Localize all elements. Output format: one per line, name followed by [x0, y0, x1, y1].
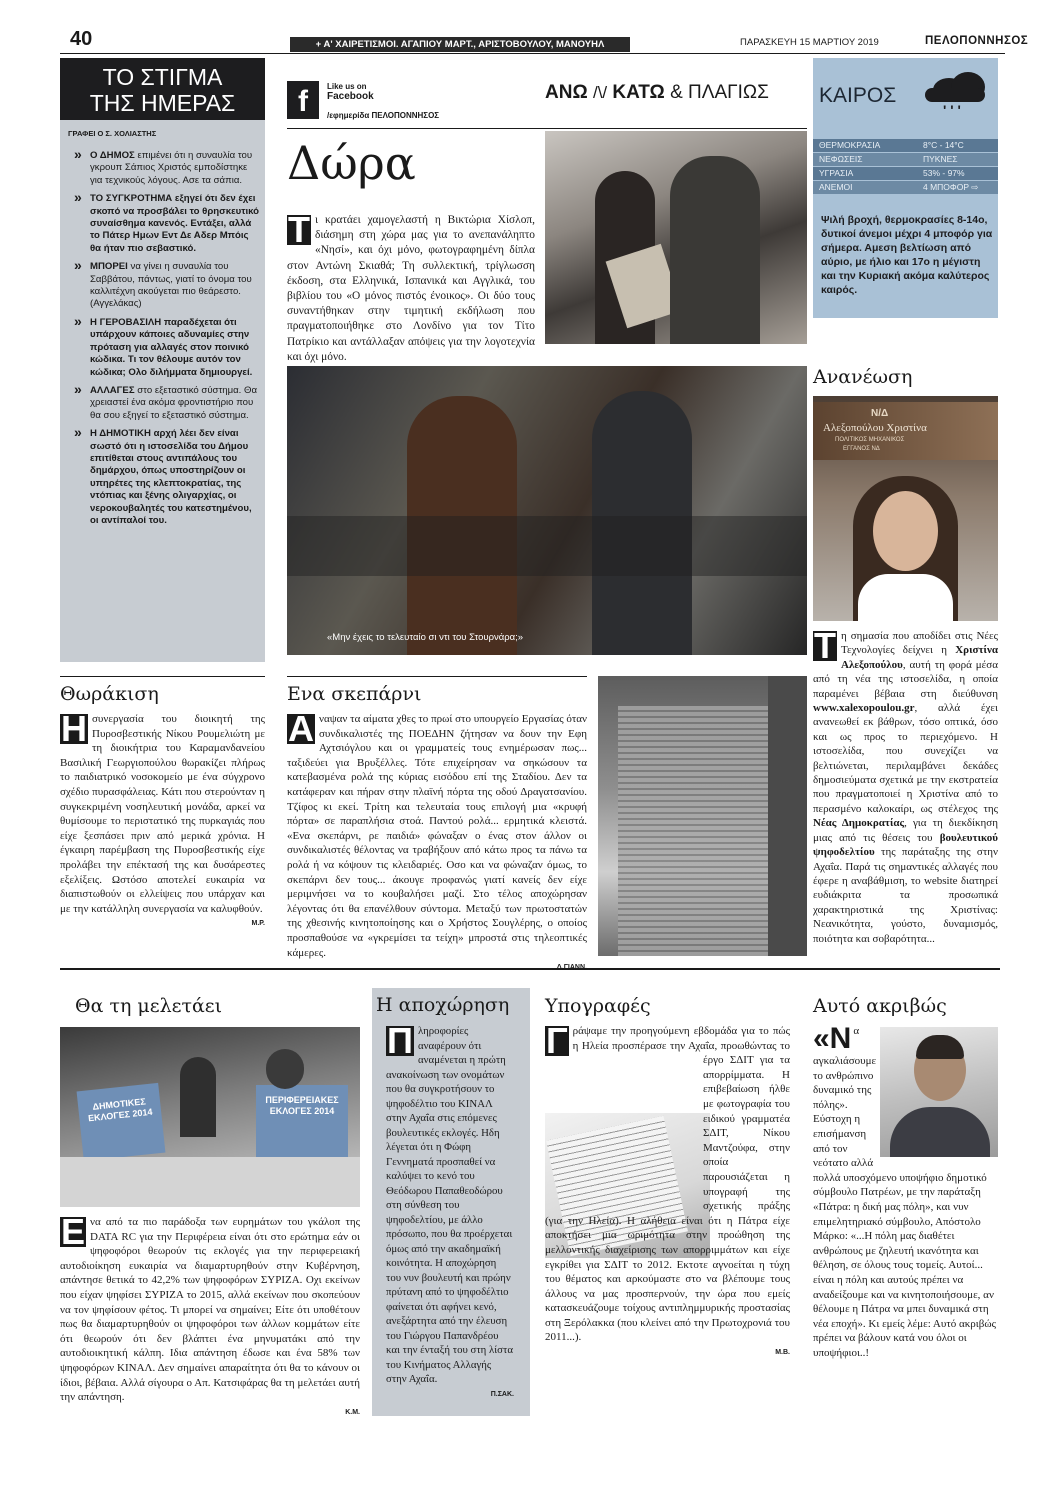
stigma-item-text: στο εξεταστικό σύστημα. Θα χρειαστεί ένα ακόμα φροντιστήριο που θα σου εξηγεί το εξεταστικό σύστημα. [90, 384, 258, 421]
ananeosi-website-link[interactable]: www.xalexopoulou.gr [813, 702, 915, 715]
name-day-strip: + Α' ΧΑΙΡΕΤΙΣΜΟΙ. ΑΓΑΠΙΟΥ ΜΑΡΤ., ΑΡΙΣΤΟΒΟΥΛΟΥ, ΜΑΝΟΥΗΛ [290, 37, 630, 52]
stigma-byline: ΓΡΑΦΕΙ Ο Σ. ΧΟΛΙΑΣΤΗΣ [68, 129, 157, 138]
double-arrow-icon: » [74, 189, 82, 206]
banner-sub2: ΕΓΓΑΝΟΣ ΝΔ [843, 446, 880, 452]
thorakisi-rule [60, 676, 265, 677]
skeparni-dropcap: Α [288, 708, 314, 749]
ananeosi-dropcap: Τ [814, 625, 836, 666]
weather-row [813, 153, 998, 166]
weather-row-label: ΘΕΡΜΟΚΡΑΣΙΑ [819, 140, 881, 150]
stigma-item-text: παραδέχεται ότι υπάρχουν κάποιες αδυναμίες στην πρόταση για αλλαγές στον ποινικό κώδικα. Τι τον θέλουμε αυτόν τον κώδικα; Ολο διλήμματα δημιουργεί. [90, 316, 253, 378]
weather-row [813, 181, 998, 194]
meletaei-signature: Κ.Μ. [345, 1408, 360, 1416]
weather-row-value: 53% - 97% [923, 168, 965, 178]
stigma-title-line2: ΤΗΣ ΗΜΕΡΑΣ [89, 90, 236, 116]
ano-kato-header [545, 82, 795, 104]
parliament-photo [287, 366, 807, 655]
stigma-title-line1: ΤΟ ΣΤΙΓΜΑ [102, 64, 223, 90]
weather-row-value: 4 ΜΠΟΦΟΡ ⇨ [923, 182, 979, 192]
person-left [180, 1057, 216, 1137]
dora-body: ι κρατάει χαμογελαστή η Βικτώρια Χίσλοπ, διάσημη στη χώρα μας για το ανεπανάληπτο «Νησί», και όχι μόνο, φωτογραφημένη δίπλα στον Αντώνη Σκιαθά; Τη συλλεκτική, τρίγλωσση έκδοση, στα Ελληνικά, Ισπανικά και Αγγλικά, του βιβλίου του «Ο μόνος πιστός ένοικος». Οι δύο τους συναντήθηκαν στην τιμητική εκδήλωση που πραγματοποιήθηκε στο Λονδίνο για τον Τίτο Πατρίκιο και αντάλλαξαν απόψεις για την λογοτεχνία και όχι μόνο. [287, 214, 535, 363]
banner-sub: ΠΟΛΙΤΙΚΟΣ ΜΗΧΑΝΙΚΟΣ [835, 437, 905, 443]
double-arrow-icon: » [74, 312, 82, 329]
apoxorisi-dropcap: Π [387, 1020, 413, 1061]
stigma-item [74, 424, 262, 527]
thorakisi-title: Θωράκιση [60, 683, 159, 705]
ananeosi-photo [813, 396, 998, 621]
ano-label: ΑΝΩ [545, 82, 588, 103]
akrivos-body: α αγκαλιάσουμε το ανθρώπινο δυναμικό της πόλης». Εύστοχη η επισήμανση από τον νεότατο αλλά πολλά υποσχόμενο υποψήφιο δημοτικό σύμβουλο Πατρέων, με την παράταξη «Πάτρα: η δική μας πόλη», και νυν επιμελητηριακό σύμβουλο, Απόστολο Μάρκο: «...Η πόλη μας διαθέτει ανθρώπους με ζηλευτή ικανότητα και θέληση, σε όλους τους τομείς. Αυτοί... είναι η πόλη και αυτούς πρέπει να αναδείξουμε και να κινητοποιήσουμε, αν θέλουμε η Πάτρα να μπει δυναμικά στη νέα εποχή». Κι εμείς λέμε: Αυτό ακριβώς πρέπει να βάλουν κατά νου όλοι οι υποψήφιοι..! [813, 1025, 996, 1359]
facebook-promo[interactable] [287, 78, 497, 126]
thorakisi-dropcap: Η [61, 708, 87, 749]
up-down-arrow-icon: /\/ [592, 83, 608, 102]
ananeosi-text-c: , αυτή τη φορά μέσα από τη νέα της ιστοσελίδα, η οποία παραμένει βέβαια στη διεύθυνση [813, 658, 998, 700]
stigma-item [74, 189, 262, 255]
meletaei-dropcap: Ε [61, 1211, 86, 1252]
nd-logo-icon: Ν/Δ [871, 408, 889, 419]
page-header [60, 28, 1029, 54]
facebook-line1: Like us on [327, 82, 367, 91]
bottom-row-rule [60, 968, 1000, 970]
dora-dropcap: Τ [288, 209, 310, 250]
stigma-item-lead: Ο ΔΗΜΟΣ [90, 150, 135, 161]
meletaei-title: Θα τη μελετάει [75, 995, 223, 1017]
stigma-items [74, 146, 262, 533]
weather-row-label: ΝΕΦΩΣΕΙΣ [819, 154, 863, 164]
weather-title: ΚΑΙΡΟΣ [819, 84, 897, 107]
ananeosi-article [813, 625, 998, 946]
double-arrow-icon: » [74, 146, 82, 162]
stigma-item-text: επιμένει ότι η συναυλία του γκρουπ Σάπιος Χριστός εμποδίστηκε για τεχνικούς λόγους. Ασε τα σάπια. [90, 150, 253, 186]
dora-title: Δώρα [287, 136, 416, 190]
ypografes-body: ράψαμε την προηγούμενη εβδομάδα για το πώς η Ηλεία προσπέρασε την Αχαΐα, προωθώντας το έργο ΣΔΙΤ για τα απορρίμματα. Η επιβεβαίωση ήλθε με φωτογραφία του ειδικού γραμματέα ΣΔΙΤ, Νίκου Μαντζούφα, στην οποία παρουσιάζεται η υπογραφή της σχετικής πράξης (για την Ηλεία). Η αλήθεια είναι ότι η Πάτρα είχε αποκτήσει μια ωριμότητα στην προώθηση της μελλοντικής διαχείρισης των απορριμμάτων και είχε εγκρίθει για ΣΔΙΤ το 2012. Εκτοτε αγνοείται η τύχη του θέματος και αρκούμαστε στο να βλέπουμε τους άλλους να μας προσπερνούν, την ώρα που εμείς κατασκευάζουμε τοίχους αντιπλημμυρικής προστασίας στη Ξερόλακκα (που κλείνει από την Πρωτοχρονιά του 2011...). [545, 1025, 790, 1344]
akrivos-quote-mark: «Ν [813, 1022, 852, 1055]
ananeosi-text-h: βουλευτικού ψηφοδελτίου [813, 831, 998, 859]
portrait-top [858, 574, 953, 621]
stigma-item-text: αρχή λέει δεν είναι σωστό ότι η ιστοσελίδα του Δήμου επιτίθεται στους αντιπάλους του δημάρχου, όπως υποστηρίζουν οι υπηρέτες της κλεπτοκρατίας, της ντόπιας και ξένης ολιγαρχίας, οι νεροκουβαλητές του κατεστημένου, οι αντίπαλοί του. [90, 428, 252, 526]
apoxorisi-box [372, 988, 530, 1416]
ypografes-article [545, 1020, 790, 1361]
dora-photo [545, 131, 807, 344]
skeparni-article [287, 708, 587, 976]
banner-left-text: ΔΗΜΟΤΙΚΕΣ ΕΚΛΟΓΕΣ 2014 [87, 1096, 153, 1124]
weather-row-value: ΠΥΚΝΕΣ [923, 154, 958, 164]
facebook-line3: /εφημερίδα ΠΕΛΟΠΟΝΝΗΣΟΣ [327, 111, 440, 120]
ananeosi-title: Ανανέωση [813, 366, 913, 388]
double-arrow-icon: » [74, 257, 82, 274]
stigma-item-lead: Η ΔΗΜΟΤΙΚΗ [90, 428, 151, 440]
shutter-slats [618, 706, 768, 956]
cloud-rain-icon: ' ' ' [921, 70, 991, 122]
apoxorisi-article [386, 1020, 514, 1402]
akrivos-title: Αυτό ακριβώς [813, 995, 947, 1017]
skeparni-rule [287, 676, 587, 677]
thorakisi-article [60, 708, 265, 932]
stigma-item [74, 312, 262, 379]
page-number: 40 [70, 28, 93, 50]
stigma-item-text: εξηγεί ότι δεν έχει σκοπό να προσβάλει το θρησκευτικό συναίσθημα κανενός. Εντάξει, αλλά το Πάτερ Ημων Εντ Δε Αδερ Μπόις θα ήταν πιο σεβαστικό. [90, 193, 260, 254]
ananeosi-text-f: Νέας Δημοκρατίας [813, 817, 905, 830]
plagios-label: & ΠΛΑΓΙΩΣ [670, 82, 769, 103]
ananeosi-text-e: , αλλά έχει ανανεωθεί εκ βάθρων, τόσο οπτικά, όσο και ως προς το περιεχόμενο. Η ιστοσελίδα, που συνεχίζει να βελτιώνεται, περιλαμβάνει δεκάδες δημοσιεύματα σχετικά με την εκστρατεία που πραγματοποιεί η Χριστίνα από το περασμένο καλοκαίρι, ως στέλεχος της [813, 702, 998, 815]
stigma-item-lead: ΜΠΟΡΕΙ [90, 261, 128, 273]
apoxorisi-signature: Π.ΣΑΚ. [490, 1390, 514, 1398]
ananeosi-text-i: της παράταξης της στην Αχαΐα. Παρά τις σημαντικές αλλαγές που έφερε η αναβάθμιση, το website διατηρεί ευδιάκριτα τα προσωπικά χαρακτηριστικά της Χριστίνας: Νεανικότητα, γούστο, δυναμισμός, ποιότητα και σοβαρότητα... [813, 846, 998, 945]
man-figure [670, 156, 760, 344]
facebook-icon: f [287, 81, 319, 119]
apoxorisi-body: ληροφορίες αναφέρουν ότι αναμένεται η πρώτη ανακοίνωση των ονομάτων που θα συγκροτήσουν το ψηφοδέλτιο του ΚΙΝΑΛ στην Αχαΐα στις επόμενες βουλευτικές εκλογές. Ηδη λέγεται ότι η Φώφη Γεννηματά προσπαθεί να καλύψει το κενό του Θεόδωρου Παπαθεοδώρου στη σύνθεση του ψηφοδελτίου, με άλλο πρόσωπο, που θα προέρχεται όμως από την ακαδημαϊκή κοινότητα. Η αποχώρηση του νυν βουλευτή και πρώην πρύτανη από το ψηφοδέλτιο φαίνεται ότι αφήνει κενό, ανεξάρτητα από την έλευση του Γιώργου Παπανδρέου και την ένταξή του στη λίστα του Κινήματος Αλλαγής στην Αχαΐα. [386, 1025, 513, 1385]
ballot-photo [60, 1027, 360, 1207]
skeparni-body: ναψαν τα αίματα χθες το πρωί στο υπουργείο Εργασίας όταν συνδικαλιστές της ΠΟΕΔΗΝ ζήτησαν να δουν την Εφη Αχτσιόγλου και οι γραμματείς τους ενημέρωσαν πως... ταξιδεύει για Βρυξέλλες. Τότε επιχείρησαν να σηκώσουν τα κατεβασμένα ρολά της κύριας εισόδου επί της Σταδίου. Δεν τα κατάφεραν και πήραν στην πλαϊνή πόρτα της οδού Δραγατσανίου. Τζίφος κι εκεί. Τρίτη και τελευταία τους επιλογή μια «κρυφή πόρτα» σε παραπλήσια στοά. Παντού ρολά... ερμητικά κλειστά. «Ενα σκεπάρνι, ρε παιδιά» φώναξαν ο ένας στον άλλον οι συνδικαλιστές θέλοντας να τραβήξουν από κάτω προς τα πάνω τα ρολά ή να κόψουν τις κλειδαριές. Οσο και να φώναζαν όμως, το σκεπάρνι δεν τους... άκουγε προφανώς γιατί κανείς δεν είχε μεριμνήσει να το κουβαλήσει μαζί. Στο τέλος αποχώρησαν λέγοντας ότι θα επανέλθουν σύντομα. Μεταξύ των πρωτοστατών της χθεσινής κινητοποίησης και ο Χρήστος Σουγλέρης, ο οποίος προσπαθούσε να «γκρεμίσει τα τείχη» μπροστά στις τηλεοπτικές κάμερες. [287, 713, 587, 959]
stigma-item-text: να γίνει η συναυλία του Σαββάτου, πάντως, γιατί το όνομα του καλλιτέχνη ακούγεται πιο θεάρεστο. (Αγγελάκας) [90, 261, 252, 310]
thorakisi-signature: Μ.Ρ. [251, 920, 265, 928]
issue-date: ΠΑΡΑΣΚΕΥΗ 15 ΜΑΡΤΙΟΥ 2019 [740, 37, 879, 48]
ypografes-dropcap: Γ [546, 1020, 568, 1061]
meletaei-body: να από τα πιο παράδοξα των ευρημάτων του γκάλοπ της DATA RC για την Περιφέρεια είναι ότι στο ερώτημα εάν οι ψηφοφόροι θεωρούν τις εκλογές για την περιφερειακή αυτοδιοίκηση ευκαιρία να διαμαρτυρηθούν στην Κυβέρνηση, απάντησε θετικά το 42,2% των ψηφοφόρων ΣΥΡΙΖΑ. Οχι εκείνων που είχαν ψηφίσει ΣΥΡΙΖΑ το 2015, αλλά εκείνων που σκοπεύουν να τον ψηφίσουν φέτος. Τι μπορεί να σημαίνει; Είτε ότι υποθέτουν πως θα διαμαρτυρηθούν οι ψηφοφόροι των άλλων κομμάτων είτε ότι θεωρούν ότι δεν βλάπτει ένα μηνυματάκι από την αυτοδιοικητική κάλπη. Ιδια απάντηση έδωσε και ένα 58% των ψηφοφόρων ΚΙΝΑΛ. Δεν σημαίνει απαραίτητα ότι θα το κάνουν οι ίδιοι, βέβαια. Αλλά σίγουρα ο Απ. Κατσιφάρας θα τη μελετάει αυτή την απάντηση. [60, 1216, 360, 1404]
facebook-line2: Facebook [327, 91, 374, 102]
kato-label: ΚΑΤΩ [612, 82, 665, 103]
ananeosi-text-a: η σημασία που αποδίδει στις Νέες Τεχνολογίες δείχνει η [841, 630, 998, 657]
stigma-item-lead: Η ΓΕΡΟΒΑΣΙΛΗ [90, 316, 162, 328]
ypografes-signature: Μ.Β. [775, 1349, 790, 1357]
shutters-photo [598, 676, 807, 956]
weather-row-label: ΥΓΡΑΣΙΑ [819, 168, 854, 178]
weather-row [813, 167, 998, 180]
weather-row-label: ΑΝΕΜΟΙ [819, 182, 853, 192]
header-rule [287, 128, 807, 129]
stigma-column [60, 58, 265, 662]
thorakisi-body: συνεργασία του διοικητή της Πυροσβεστικής Νίκου Ρουμελιώτη με τη διοικήτρια του Καραμανδανείου Βασιλική Γεωργιοπούλου θωρακίζει πλήρως το παιδιατρικό νοσοκομείο με ένα σύγχρονο σχέδιο πυρασφάλειας. Κάτι που στερούνταν η συγκεκριμένη νοσηλευτική μονάδα, αρκεί να θυμίσουμε το περιστατικό της πυρκαγιάς που είχε ξεσπάσει πριν από μερικά χρόνια. Η έγκαιρη παρέμβαση της Πυροσβεστικής είχε προλάβει την επέκτασή της και δυσάρεστες εξελίξεις. Ωστόσο αποτελεί ευκαιρία να διαπιστωθούν οι ελλείψεις που υπάρχαν και με την κατάλληλη συνεργασία να καλυφθούν. [60, 713, 265, 915]
website-banner [813, 402, 998, 460]
stigma-title-box [60, 58, 265, 120]
double-arrow-icon: » [74, 380, 82, 397]
weather-row-value: 8°C - 14°C [923, 140, 964, 150]
akrivos-article [813, 1024, 998, 1360]
weather-table [813, 139, 998, 195]
table-surface [60, 1157, 360, 1207]
photo-caption: «Μην έχεις το τελευταίο σι ντι του Στουρνάρα;» [327, 632, 524, 643]
ypografes-title: Υπογραφές [545, 995, 651, 1017]
banner-right-text: ΠΕΡΙΦΕΡΕΙΑΚΕΣ ΕΚΛΟΓΕΣ 2014 [265, 1095, 339, 1116]
banner-right-box [256, 1085, 348, 1159]
newspaper-brand: ΠΕΛΟΠΟΝΝΗΣΟΣ [925, 35, 1029, 47]
skeparni-title: Ενα σκεπάρνι [287, 683, 422, 705]
building-column [768, 676, 807, 956]
stigma-item [74, 146, 262, 187]
stigma-item-lead: ΑΛΛΑΓΕΣ [90, 384, 135, 396]
ananeosi-text-b: Χριστίνα Αλεξοπούλου [841, 644, 998, 671]
portrait-face [873, 491, 938, 571]
double-arrow-icon: » [74, 424, 82, 441]
stigma-item-lead: ΤΟ ΣΥΓΚΡΟΤΗΜΑ [90, 193, 173, 205]
stigma-item [74, 257, 262, 311]
dora-article [287, 209, 535, 381]
person-right [266, 1049, 304, 1089]
banner-name: Αλεξοπούλου Χριστίνα [823, 422, 927, 434]
weather-row [813, 139, 998, 152]
weather-box [813, 58, 998, 318]
weather-forecast: Ψιλή βροχή, θερμοκρασίες 8-14ο, δυτικοί άνεμοι μέχρι 4 μποφόρ για σήμερα. Αμεση βελτίωση από αύριο, με ήλιο και 17ο η μέγιστη και την Κυριακή ακόμα καλύτερος καιρός. [821, 214, 993, 296]
seated-people [287, 516, 807, 576]
apoxorisi-title: Η αποχώρηση [376, 994, 510, 1016]
ananeosi-text-g: , για τη διεκδίκηση μιας από τις θέσεις του [813, 817, 998, 844]
stigma-item [74, 380, 262, 422]
meletaei-article [60, 1211, 360, 1420]
banner-left-box [77, 1083, 166, 1161]
